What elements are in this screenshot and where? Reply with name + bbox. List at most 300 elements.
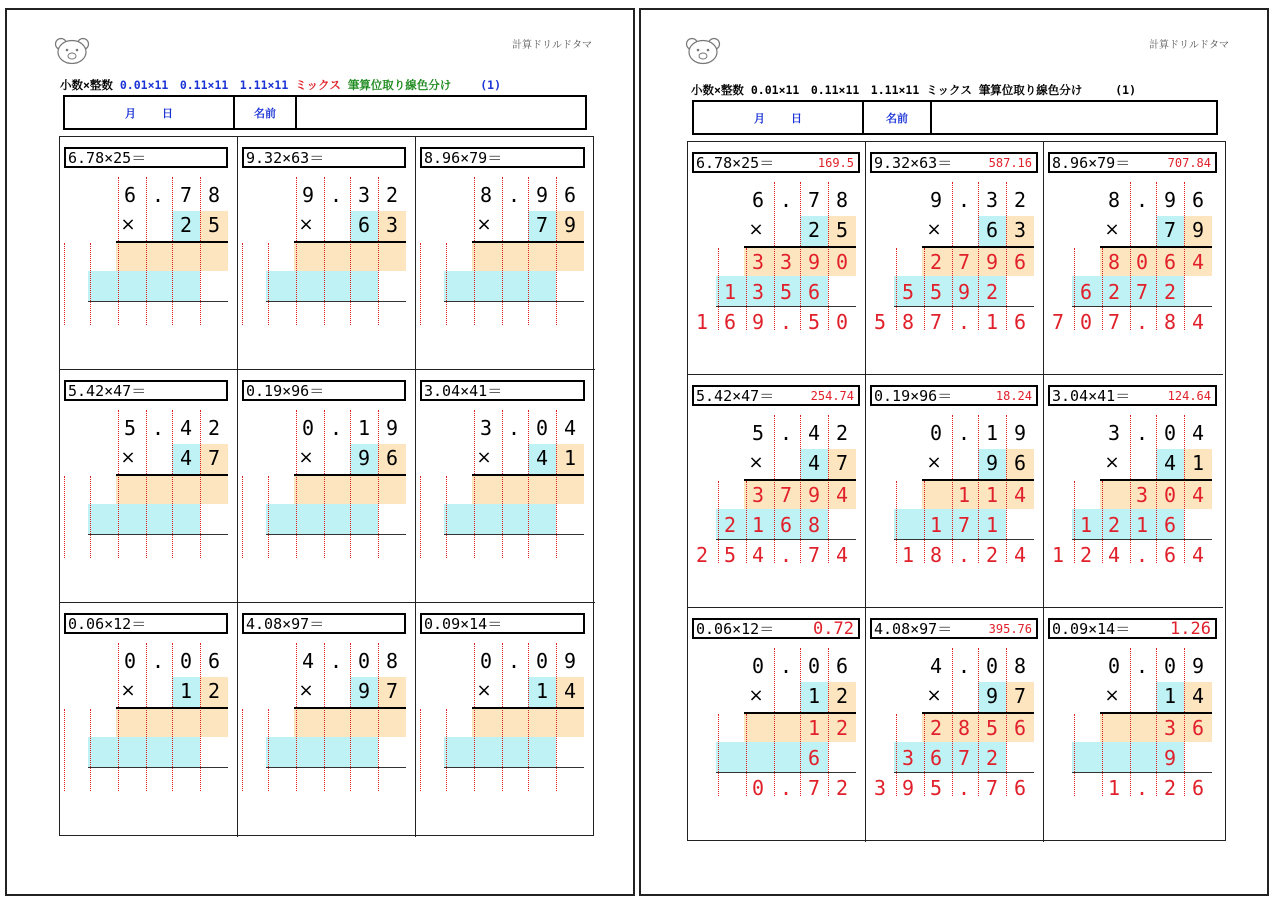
result-digit: . bbox=[779, 776, 793, 800]
brand-label: 計算ドリルドタマ bbox=[1149, 40, 1229, 51]
problem-cell bbox=[60, 603, 238, 837]
multiplicand-digit: . bbox=[329, 416, 343, 440]
partial-product-2-digit: 6 bbox=[1079, 280, 1093, 304]
date-field[interactable] bbox=[694, 102, 864, 133]
partial-product-1-digit: 8 bbox=[1107, 250, 1121, 274]
column-guide bbox=[268, 476, 269, 558]
problem-cell bbox=[1044, 142, 1223, 375]
result-digit: 2 bbox=[985, 543, 999, 567]
column-guide bbox=[718, 714, 719, 796]
multiplier-digit: 2 bbox=[835, 684, 849, 708]
times-symbol: × bbox=[748, 685, 764, 706]
equation-text: 4.08×97＝ bbox=[246, 615, 325, 633]
result-digit: 5 bbox=[723, 543, 737, 567]
sum-line bbox=[266, 767, 406, 768]
partial-product-1-digit: 9 bbox=[985, 250, 999, 274]
multiplicand-digit: 9 bbox=[929, 188, 943, 212]
date-field[interactable] bbox=[65, 97, 235, 128]
result-digit: 7 bbox=[1051, 310, 1065, 334]
partial-product-2-band bbox=[266, 271, 378, 301]
partial-product-2-digit: 1 bbox=[929, 513, 943, 537]
partial-product-1-digit: 3 bbox=[779, 250, 793, 274]
partial-product-2-digit: 6 bbox=[807, 746, 821, 770]
multiplicand-digit: . bbox=[1135, 421, 1149, 445]
name-box bbox=[63, 95, 587, 130]
question-sheet bbox=[5, 8, 635, 896]
equation-text: 3.04×41＝ bbox=[424, 382, 503, 400]
multiplicand-digit: . bbox=[957, 654, 971, 678]
product-line bbox=[294, 707, 406, 709]
partial-product-2-digit: 2 bbox=[1107, 280, 1121, 304]
partial-product-2-band bbox=[88, 504, 200, 534]
partial-product-1-digit: 7 bbox=[957, 250, 971, 274]
multiplicand-digit: . bbox=[507, 649, 521, 673]
result-digit: 7 bbox=[929, 310, 943, 334]
partial-product-2-digit: 2 bbox=[723, 513, 737, 537]
sum-line bbox=[88, 301, 228, 302]
equation-box bbox=[1048, 385, 1217, 406]
problem-cell bbox=[866, 375, 1044, 608]
partial-product-2-band bbox=[444, 504, 556, 534]
result-digit: . bbox=[1135, 310, 1149, 334]
partial-product-1-digit: 9 bbox=[807, 250, 821, 274]
equation-box bbox=[64, 147, 228, 168]
sum-line bbox=[894, 306, 1034, 307]
partial-product-2-digit: 9 bbox=[957, 280, 971, 304]
partial-product-1-digit: 6 bbox=[1191, 716, 1205, 740]
result-digit: 5 bbox=[929, 776, 943, 800]
multiplier-digit: 9 bbox=[985, 684, 999, 708]
problem-cell bbox=[238, 603, 416, 837]
title-part-1: 小数×整数 bbox=[691, 83, 744, 97]
partial-product-1-digit: 3 bbox=[1135, 483, 1149, 507]
equation-box bbox=[64, 380, 228, 401]
result-digit: 7 bbox=[807, 543, 821, 567]
multiplicand-digit: . bbox=[779, 188, 793, 212]
title-part-3: ミックス bbox=[295, 78, 341, 92]
column-guide bbox=[242, 243, 243, 325]
multiplicand-digit: 7 bbox=[179, 183, 193, 207]
answer-text: 0.72 bbox=[813, 618, 854, 639]
problem-cell bbox=[238, 370, 416, 603]
multiplicand-digit: 8 bbox=[1107, 188, 1121, 212]
times-symbol: × bbox=[1104, 452, 1120, 473]
multiplicand-digit: 0 bbox=[357, 649, 371, 673]
sum-line bbox=[716, 539, 856, 540]
multiplicand-digit: 8 bbox=[385, 649, 399, 673]
equation-box bbox=[692, 152, 860, 173]
multiplier-digit: 7 bbox=[835, 451, 849, 475]
partial-product-1-digit: 1 bbox=[957, 483, 971, 507]
partial-product-1-digit: 3 bbox=[751, 483, 765, 507]
multiplicand-digit: 9 bbox=[301, 183, 315, 207]
partial-product-2-digit: 3 bbox=[901, 746, 915, 770]
multiplier-digit: 7 bbox=[535, 213, 549, 237]
equation-box bbox=[870, 152, 1038, 173]
result-digit: 7 bbox=[807, 776, 821, 800]
multiplicand-digit: 2 bbox=[207, 416, 221, 440]
multiplicand-digit: 4 bbox=[1191, 421, 1205, 445]
sum-line bbox=[444, 301, 584, 302]
column-guide bbox=[420, 476, 421, 558]
column-guide bbox=[268, 709, 269, 791]
sum-line bbox=[88, 534, 228, 535]
problem-cell bbox=[416, 137, 595, 370]
answer-text: 587.16 bbox=[988, 155, 1032, 170]
multiplicand-digit: 5 bbox=[751, 421, 765, 445]
partial-product-1-digit: 2 bbox=[835, 716, 849, 740]
multiplicand-digit: 3 bbox=[985, 188, 999, 212]
multiplicand-digit: . bbox=[1135, 188, 1149, 212]
multiplier-digit: 1 bbox=[1163, 684, 1177, 708]
column-guide bbox=[420, 709, 421, 791]
multiplicand-digit: 6 bbox=[1191, 188, 1205, 212]
multiplier-digit: 6 bbox=[1013, 451, 1027, 475]
partial-product-1-digit: 1 bbox=[807, 716, 821, 740]
problem-cell bbox=[688, 375, 866, 608]
multiplier-digit: 9 bbox=[357, 446, 371, 470]
result-digit: 9 bbox=[751, 310, 765, 334]
multiplier-digit: 3 bbox=[385, 213, 399, 237]
partial-product-2-digit: 6 bbox=[1163, 513, 1177, 537]
answer-grid bbox=[687, 141, 1226, 841]
multiplicand-digit: 2 bbox=[385, 183, 399, 207]
result-digit: 2 bbox=[1079, 543, 1093, 567]
result-digit: 1 bbox=[901, 543, 915, 567]
column-guide bbox=[64, 476, 65, 558]
equation-box bbox=[242, 380, 406, 401]
product-line bbox=[472, 474, 584, 476]
problem-cell bbox=[416, 370, 595, 603]
result-digit: 4 bbox=[835, 543, 849, 567]
equation-text: 0.19×96＝ bbox=[246, 382, 325, 400]
result-digit: . bbox=[1135, 543, 1149, 567]
multiplier-digit: 9 bbox=[1191, 218, 1205, 242]
result-digit: . bbox=[957, 543, 971, 567]
column-guide bbox=[90, 243, 91, 325]
partial-product-2-digit: 6 bbox=[929, 746, 943, 770]
multiplier-digit: 4 bbox=[535, 446, 549, 470]
partial-product-1-digit: 5 bbox=[985, 716, 999, 740]
equation-box bbox=[64, 613, 228, 634]
title-part-3: ミックス bbox=[926, 83, 972, 97]
multiplicand-digit: 0 bbox=[479, 649, 493, 673]
partial-product-1-digit: 6 bbox=[1013, 716, 1027, 740]
name-label: 名前 bbox=[235, 97, 297, 128]
answer-text: 124.64 bbox=[1167, 388, 1211, 403]
product-line bbox=[472, 241, 584, 243]
equation-box bbox=[692, 618, 860, 639]
multiplicand-digit: 3 bbox=[357, 183, 371, 207]
multiplicand-digit: 7 bbox=[807, 188, 821, 212]
times-symbol: × bbox=[120, 214, 136, 235]
multiplicand-digit: 9 bbox=[563, 649, 577, 673]
multiplicand-digit: 0 bbox=[1163, 654, 1177, 678]
equation-text: 0.06×12＝ bbox=[68, 615, 147, 633]
partial-product-1-digit: 6 bbox=[1013, 250, 1027, 274]
sum-line bbox=[88, 767, 228, 768]
multiplier-digit: 4 bbox=[1191, 684, 1205, 708]
multiplicand-digit: 8 bbox=[479, 183, 493, 207]
title-part-2: 0.01×11 0.11×11 1.11×11 bbox=[750, 83, 920, 97]
partial-product-2-digit: 2 bbox=[1107, 513, 1121, 537]
result-digit: 3 bbox=[873, 776, 887, 800]
partial-product-2-digit: 6 bbox=[779, 513, 793, 537]
answer-text: 1.26 bbox=[1170, 618, 1211, 639]
multiplicand-digit: . bbox=[329, 649, 343, 673]
multiplicand-digit: 2 bbox=[835, 421, 849, 445]
partial-product-2-digit: 1 bbox=[751, 513, 765, 537]
equation-box bbox=[870, 385, 1038, 406]
equation-text: 6.78×25＝ bbox=[696, 154, 775, 172]
partial-product-2-band bbox=[444, 737, 556, 767]
result-digit: . bbox=[779, 310, 793, 334]
column-guide bbox=[64, 243, 65, 325]
multiplicand-digit: . bbox=[329, 183, 343, 207]
partial-product-1-digit: 4 bbox=[1013, 483, 1027, 507]
multiplier-digit: 4 bbox=[179, 446, 193, 470]
partial-product-2-digit: 2 bbox=[1163, 280, 1177, 304]
partial-product-2-digit: 7 bbox=[957, 746, 971, 770]
partial-product-2-digit: 3 bbox=[751, 280, 765, 304]
times-symbol: × bbox=[1104, 219, 1120, 240]
partial-product-1-digit: 4 bbox=[835, 483, 849, 507]
equation-text: 5.42×47＝ bbox=[68, 382, 147, 400]
result-digit: 8 bbox=[901, 310, 915, 334]
answer-text: 707.84 bbox=[1167, 155, 1211, 170]
partial-product-2-digit: 9 bbox=[1163, 746, 1177, 770]
column-guide bbox=[242, 476, 243, 558]
equation-text: 0.09×14＝ bbox=[1052, 620, 1131, 638]
multiplier-digit: 2 bbox=[179, 213, 193, 237]
partial-product-2-band bbox=[444, 271, 556, 301]
multiplicand-digit: . bbox=[779, 654, 793, 678]
result-digit: 5 bbox=[873, 310, 887, 334]
partial-product-2-band bbox=[266, 504, 378, 534]
name-field[interactable] bbox=[932, 102, 1216, 133]
multiplicand-digit: 4 bbox=[929, 654, 943, 678]
month-label: 月 bbox=[125, 106, 136, 120]
equation-text: 9.32×63＝ bbox=[246, 149, 325, 167]
problem-cell bbox=[688, 142, 866, 375]
multiplicand-digit: 9 bbox=[535, 183, 549, 207]
partial-product-2-digit: 1 bbox=[1135, 513, 1149, 537]
column-guide bbox=[64, 709, 65, 791]
result-digit: 4 bbox=[1107, 543, 1121, 567]
multiplicand-digit: . bbox=[507, 183, 521, 207]
equation-text: 9.32×63＝ bbox=[874, 154, 953, 172]
multiplicand-digit: 8 bbox=[207, 183, 221, 207]
multiplicand-digit: 6 bbox=[835, 654, 849, 678]
problem-cell bbox=[866, 142, 1044, 375]
multiplicand-digit: 0 bbox=[1163, 421, 1177, 445]
times-symbol: × bbox=[298, 447, 314, 468]
result-digit: 1 bbox=[1051, 543, 1065, 567]
partial-product-1-digit: 2 bbox=[929, 716, 943, 740]
result-digit: . bbox=[1135, 776, 1149, 800]
sum-line bbox=[444, 767, 584, 768]
problem-grid bbox=[59, 136, 594, 836]
sum-line bbox=[894, 539, 1034, 540]
result-digit: 8 bbox=[929, 543, 943, 567]
answer-sheet bbox=[639, 8, 1269, 896]
name-field[interactable] bbox=[297, 97, 585, 128]
multiplicand-digit: 0 bbox=[1107, 654, 1121, 678]
column-guide bbox=[90, 476, 91, 558]
times-symbol: × bbox=[1104, 685, 1120, 706]
multiplier-digit: 6 bbox=[357, 213, 371, 237]
sum-line bbox=[716, 772, 856, 773]
multiplicand-digit: 4 bbox=[179, 416, 193, 440]
multiplier-digit: 5 bbox=[207, 213, 221, 237]
sum-line bbox=[1072, 306, 1212, 307]
partial-product-2-digit: 1 bbox=[1079, 513, 1093, 537]
column-guide bbox=[446, 476, 447, 558]
brand-label: 計算ドリルドタマ bbox=[512, 40, 592, 51]
title-part-1: 小数×整数 bbox=[60, 78, 113, 92]
column-guide bbox=[242, 709, 243, 791]
times-symbol: × bbox=[748, 219, 764, 240]
result-digit: . bbox=[957, 310, 971, 334]
result-digit: 6 bbox=[723, 310, 737, 334]
equation-text: 0.19×96＝ bbox=[874, 387, 953, 405]
equation-text: 0.06×12＝ bbox=[696, 620, 775, 638]
partial-product-1-digit: 9 bbox=[807, 483, 821, 507]
multiplicand-digit: 4 bbox=[301, 649, 315, 673]
multiplicand-digit: 6 bbox=[751, 188, 765, 212]
result-digit: 6 bbox=[1191, 776, 1205, 800]
multiplier-digit: 7 bbox=[1163, 218, 1177, 242]
answer-text: 395.76 bbox=[988, 621, 1032, 636]
multiplier-digit: 2 bbox=[807, 218, 821, 242]
times-symbol: × bbox=[748, 452, 764, 473]
partial-product-2-band bbox=[266, 737, 378, 767]
multiplicand-digit: 9 bbox=[385, 416, 399, 440]
multiplicand-digit: . bbox=[779, 421, 793, 445]
equation-text: 8.96×79＝ bbox=[1052, 154, 1131, 172]
title-part-4: 筆算位取り線色分け bbox=[978, 83, 1083, 97]
equation-text: 3.04×41＝ bbox=[1052, 387, 1131, 405]
partial-product-1-digit: 0 bbox=[1163, 483, 1177, 507]
result-digit: 5 bbox=[807, 310, 821, 334]
problem-cell bbox=[416, 603, 595, 837]
partial-product-1-digit: 1 bbox=[985, 483, 999, 507]
partial-product-2-digit: 2 bbox=[985, 280, 999, 304]
partial-product-1-digit: 4 bbox=[1191, 483, 1205, 507]
name-label: 名前 bbox=[864, 102, 932, 133]
times-symbol: × bbox=[926, 452, 942, 473]
partial-product-1-digit: 8 bbox=[957, 716, 971, 740]
partial-product-1-digit: 3 bbox=[1163, 716, 1177, 740]
equation-text: 4.08×97＝ bbox=[874, 620, 953, 638]
title-number: (1) bbox=[1115, 83, 1137, 97]
multiplier-digit: 1 bbox=[807, 684, 821, 708]
times-symbol: × bbox=[926, 685, 942, 706]
result-digit: 2 bbox=[1163, 776, 1177, 800]
result-digit: 7 bbox=[985, 776, 999, 800]
times-symbol: × bbox=[120, 447, 136, 468]
problem-cell bbox=[1044, 608, 1223, 842]
product-line bbox=[116, 241, 228, 243]
multiplicand-digit: 9 bbox=[1163, 188, 1177, 212]
answer-text: 169.5 bbox=[817, 155, 854, 170]
equation-box bbox=[1048, 618, 1217, 639]
equation-box bbox=[242, 147, 406, 168]
product-line bbox=[116, 707, 228, 709]
times-symbol: × bbox=[476, 214, 492, 235]
partial-product-1-digit: 6 bbox=[1163, 250, 1177, 274]
result-digit: 2 bbox=[835, 776, 849, 800]
sum-line bbox=[266, 301, 406, 302]
multiplicand-digit: 0 bbox=[179, 649, 193, 673]
equation-text: 8.96×79＝ bbox=[424, 149, 503, 167]
multiplier-digit: 2 bbox=[207, 679, 221, 703]
partial-product-2-digit: 5 bbox=[929, 280, 943, 304]
worksheet-title bbox=[60, 77, 501, 93]
equation-box bbox=[692, 385, 860, 406]
partial-product-2-digit: 5 bbox=[779, 280, 793, 304]
multiplicand-digit: 3 bbox=[479, 416, 493, 440]
multiplicand-digit: 0 bbox=[807, 654, 821, 678]
partial-product-1-digit: 7 bbox=[779, 483, 793, 507]
multiplicand-digit: 4 bbox=[807, 421, 821, 445]
result-digit: 4 bbox=[751, 543, 765, 567]
result-digit: 1 bbox=[695, 310, 709, 334]
multiplier-digit: 1 bbox=[179, 679, 193, 703]
multiplier-digit: 5 bbox=[835, 218, 849, 242]
column-guide bbox=[420, 243, 421, 325]
multiplier-digit: 7 bbox=[207, 446, 221, 470]
column-guide bbox=[268, 243, 269, 325]
sum-line bbox=[894, 772, 1034, 773]
result-digit: 0 bbox=[835, 310, 849, 334]
partial-product-2-digit: 7 bbox=[1135, 280, 1149, 304]
month-label: 月 bbox=[754, 111, 765, 125]
partial-product-2-digit: 1 bbox=[985, 513, 999, 537]
product-line bbox=[472, 707, 584, 709]
answer-text: 254.74 bbox=[810, 388, 854, 403]
multiplier-digit: 4 bbox=[807, 451, 821, 475]
partial-product-2-band bbox=[88, 271, 200, 301]
partial-product-1-digit: 0 bbox=[1135, 250, 1149, 274]
times-symbol: × bbox=[120, 680, 136, 701]
equation-text: 5.42×47＝ bbox=[696, 387, 775, 405]
multiplicand-digit: 6 bbox=[563, 183, 577, 207]
multiplicand-digit: 5 bbox=[123, 416, 137, 440]
multiplicand-digit: 1 bbox=[985, 421, 999, 445]
times-symbol: × bbox=[476, 447, 492, 468]
times-symbol: × bbox=[298, 214, 314, 235]
times-symbol: × bbox=[476, 680, 492, 701]
problem-cell bbox=[866, 608, 1044, 842]
multiplicand-digit: 0 bbox=[985, 654, 999, 678]
multiplicand-digit: 3 bbox=[1107, 421, 1121, 445]
multiplicand-digit: 0 bbox=[301, 416, 315, 440]
multiplicand-digit: 0 bbox=[535, 416, 549, 440]
sum-line bbox=[1072, 772, 1212, 773]
day-label: 日 bbox=[162, 106, 173, 120]
multiplier-digit: 1 bbox=[563, 446, 577, 470]
partial-product-2-digit: 2 bbox=[985, 746, 999, 770]
multiplicand-digit: . bbox=[957, 188, 971, 212]
result-digit: 4 bbox=[1013, 543, 1027, 567]
product-line bbox=[294, 241, 406, 243]
result-digit: 8 bbox=[1163, 310, 1177, 334]
result-digit: 9 bbox=[901, 776, 915, 800]
result-digit: 1 bbox=[985, 310, 999, 334]
multiplicand-digit: 1 bbox=[357, 416, 371, 440]
partial-product-1-digit: 4 bbox=[1191, 250, 1205, 274]
